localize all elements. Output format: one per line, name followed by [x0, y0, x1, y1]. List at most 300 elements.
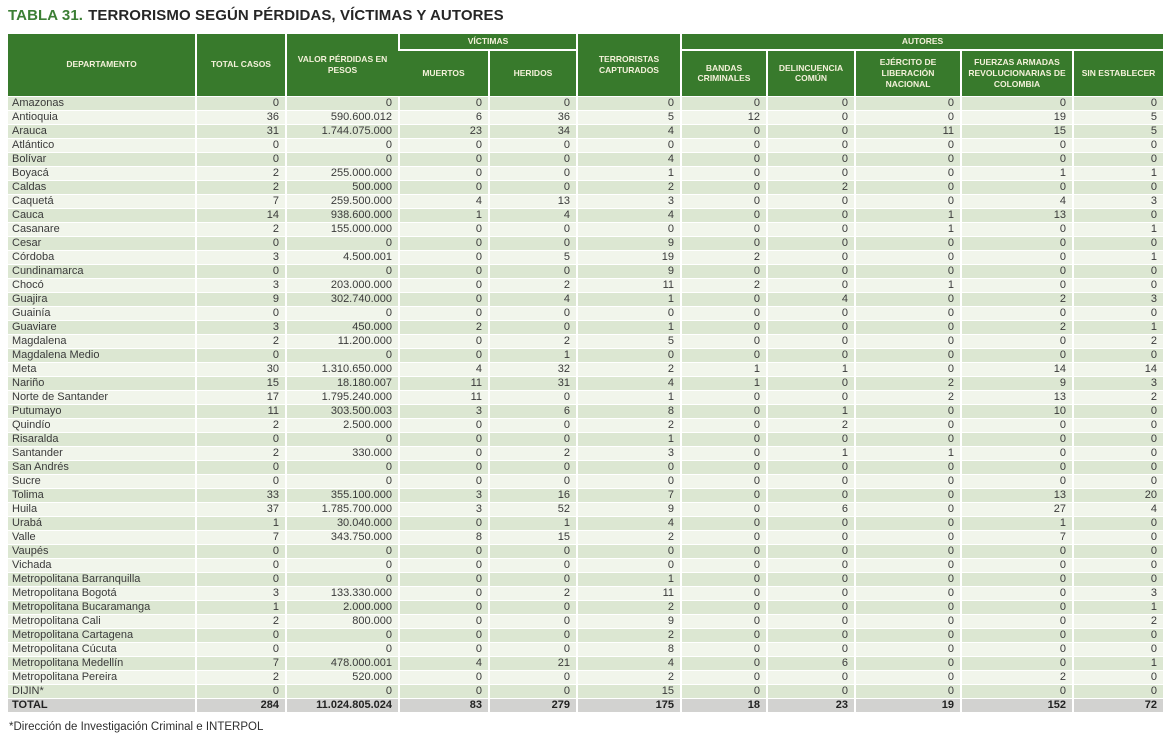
value-cell: 4 [961, 194, 1073, 208]
value-cell: 2 [961, 670, 1073, 684]
value-cell: 0 [767, 642, 855, 656]
value-cell: 4 [489, 208, 577, 222]
department-cell: TOTAL [8, 698, 196, 712]
department-cell: Quindío [8, 418, 196, 432]
value-cell: 0 [767, 376, 855, 390]
value-cell: 1 [577, 166, 681, 180]
value-cell: 7 [196, 530, 286, 544]
table-number-label: TABLA 31. [8, 7, 84, 24]
value-cell: 0 [196, 138, 286, 152]
value-cell: 0 [961, 460, 1073, 474]
table-row [8, 208, 1163, 222]
value-cell: 1 [767, 404, 855, 418]
table-row [8, 96, 1163, 110]
value-cell: 0 [399, 516, 489, 530]
value-cell: 0 [681, 572, 767, 586]
value-cell: 27 [961, 502, 1073, 516]
value-cell: 0 [399, 180, 489, 194]
table-row [8, 166, 1163, 180]
value-cell: 0 [767, 348, 855, 362]
department-cell: Caldas [8, 180, 196, 194]
table-row [8, 670, 1163, 684]
department-cell: Magdalena [8, 334, 196, 348]
value-cell: 0 [399, 670, 489, 684]
value-cell: 0 [196, 642, 286, 656]
value-cell: 16 [489, 488, 577, 502]
value-cell: 0 [1073, 152, 1163, 166]
value-cell: 0 [489, 152, 577, 166]
value-cell: 15 [577, 684, 681, 698]
value-cell: 0 [767, 264, 855, 278]
value-cell: 0 [767, 530, 855, 544]
value-cell: 1 [1073, 656, 1163, 670]
value-cell: 0 [286, 642, 399, 656]
terrorism-table [8, 34, 1163, 712]
value-cell: 2 [196, 180, 286, 194]
value-cell: 1 [196, 600, 286, 614]
value-cell: 2 [196, 334, 286, 348]
value-cell: 32 [489, 362, 577, 376]
value-cell: 0 [399, 292, 489, 306]
value-cell: 0 [767, 600, 855, 614]
value-cell: 0 [681, 138, 767, 152]
value-cell: 0 [767, 194, 855, 208]
value-cell: 0 [196, 544, 286, 558]
value-cell: 0 [767, 278, 855, 292]
department-cell: DIJIN* [8, 684, 196, 698]
value-cell: 0 [855, 138, 961, 152]
value-cell: 4 [577, 208, 681, 222]
value-cell: 0 [286, 306, 399, 320]
value-cell: 33 [196, 488, 286, 502]
value-cell: 0 [681, 96, 767, 110]
value-cell: 0 [489, 418, 577, 432]
table-row [8, 264, 1163, 278]
value-cell: 0 [196, 572, 286, 586]
value-cell: 9 [196, 292, 286, 306]
department-cell: Vaupés [8, 544, 196, 558]
value-cell: 0 [961, 600, 1073, 614]
department-cell: Magdalena Medio [8, 348, 196, 362]
value-cell: 0 [681, 348, 767, 362]
value-cell: 2 [489, 334, 577, 348]
value-cell: 6 [399, 110, 489, 124]
value-cell: 0 [1073, 516, 1163, 530]
value-cell: 0 [489, 460, 577, 474]
value-cell: 0 [855, 684, 961, 698]
table-header [8, 34, 1163, 96]
department-cell: Tolima [8, 488, 196, 502]
value-cell: 0 [489, 166, 577, 180]
table-row [8, 656, 1163, 670]
value-cell: 1 [577, 432, 681, 446]
value-cell: 0 [767, 96, 855, 110]
value-cell: 0 [489, 642, 577, 656]
value-cell: 19 [961, 110, 1073, 124]
value-cell: 3 [399, 488, 489, 502]
value-cell: 0 [577, 544, 681, 558]
value-cell: 152 [961, 698, 1073, 712]
value-cell: 4 [577, 376, 681, 390]
value-cell: 3 [1073, 194, 1163, 208]
value-cell: 14 [196, 208, 286, 222]
value-cell: 37 [196, 502, 286, 516]
value-cell: 11.200.000 [286, 334, 399, 348]
value-cell: 0 [196, 628, 286, 642]
value-cell: 0 [767, 236, 855, 250]
department-cell: Metropolitana Cali [8, 614, 196, 628]
department-cell: Metropolitana Cúcuta [8, 642, 196, 656]
value-cell: 0 [1073, 530, 1163, 544]
value-cell: 0 [855, 432, 961, 446]
value-cell: 0 [855, 250, 961, 264]
value-cell: 0 [577, 558, 681, 572]
value-cell: 2 [961, 320, 1073, 334]
value-cell: 0 [577, 348, 681, 362]
value-cell: 0 [399, 600, 489, 614]
value-cell: 0 [855, 236, 961, 250]
value-cell: 0 [399, 628, 489, 642]
value-cell: 31 [196, 124, 286, 138]
value-cell: 303.500.003 [286, 404, 399, 418]
value-cell: 0 [1073, 348, 1163, 362]
value-cell: 0 [399, 278, 489, 292]
value-cell: 0 [399, 348, 489, 362]
value-cell: 500.000 [286, 180, 399, 194]
value-cell: 0 [489, 670, 577, 684]
value-cell: 0 [681, 264, 767, 278]
value-cell: 5 [1073, 124, 1163, 138]
value-cell: 0 [489, 306, 577, 320]
value-cell: 0 [681, 656, 767, 670]
value-cell: 0 [961, 642, 1073, 656]
table-row [8, 110, 1163, 124]
value-cell: 0 [855, 628, 961, 642]
value-cell: 0 [767, 208, 855, 222]
value-cell: 0 [855, 348, 961, 362]
value-cell: 2 [1073, 614, 1163, 628]
value-cell: 0 [399, 432, 489, 446]
value-cell: 0 [399, 418, 489, 432]
value-cell: 4 [399, 656, 489, 670]
value-cell: 6 [767, 656, 855, 670]
table-row [8, 488, 1163, 502]
value-cell: 0 [855, 614, 961, 628]
value-cell: 2 [196, 446, 286, 460]
department-cell: Guainía [8, 306, 196, 320]
value-cell: 4 [399, 194, 489, 208]
value-cell: 0 [961, 264, 1073, 278]
value-cell: 0 [681, 236, 767, 250]
value-cell: 0 [855, 502, 961, 516]
value-cell: 0 [961, 152, 1073, 166]
col-header-total-casos: TOTAL CASOS [196, 34, 286, 96]
department-cell: Metropolitana Barranquilla [8, 572, 196, 586]
department-cell: Cesar [8, 236, 196, 250]
value-cell: 0 [489, 96, 577, 110]
value-cell: 3 [1073, 292, 1163, 306]
value-cell: 0 [961, 432, 1073, 446]
value-cell: 1 [855, 278, 961, 292]
value-cell: 3 [196, 320, 286, 334]
department-cell: Cauca [8, 208, 196, 222]
table-row [8, 684, 1163, 698]
value-cell: 0 [961, 586, 1073, 600]
department-cell: Guaviare [8, 320, 196, 334]
value-cell: 0 [681, 502, 767, 516]
value-cell: 3 [196, 250, 286, 264]
department-cell: Chocó [8, 278, 196, 292]
value-cell: 0 [767, 460, 855, 474]
value-cell: 11 [577, 586, 681, 600]
value-cell: 7 [196, 656, 286, 670]
value-cell: 1 [681, 362, 767, 376]
value-cell: 15 [489, 530, 577, 544]
value-cell: 0 [1073, 572, 1163, 586]
value-cell: 1 [855, 446, 961, 460]
table-row [8, 320, 1163, 334]
value-cell: 2.500.000 [286, 418, 399, 432]
table-row [8, 460, 1163, 474]
value-cell: 21 [489, 656, 577, 670]
value-cell: 0 [489, 138, 577, 152]
value-cell: 11 [855, 124, 961, 138]
value-cell: 14 [961, 362, 1073, 376]
value-cell: 302.740.000 [286, 292, 399, 306]
value-cell: 0 [767, 306, 855, 320]
value-cell: 4.500.001 [286, 250, 399, 264]
department-cell: San Andrés [8, 460, 196, 474]
value-cell: 0 [767, 544, 855, 558]
value-cell: 2.000.000 [286, 600, 399, 614]
table-row [8, 292, 1163, 306]
table-row [8, 544, 1163, 558]
value-cell: 0 [399, 642, 489, 656]
value-cell: 0 [961, 250, 1073, 264]
value-cell: 0 [489, 264, 577, 278]
value-cell: 0 [196, 264, 286, 278]
value-cell: 0 [399, 544, 489, 558]
value-cell: 2 [196, 418, 286, 432]
table-row [8, 418, 1163, 432]
value-cell: 0 [196, 460, 286, 474]
value-cell: 0 [1073, 670, 1163, 684]
value-cell: 0 [855, 656, 961, 670]
value-cell: 4 [577, 656, 681, 670]
table-row [8, 516, 1163, 530]
value-cell: 0 [1073, 306, 1163, 320]
value-cell: 1 [855, 208, 961, 222]
value-cell: 0 [961, 558, 1073, 572]
value-cell: 0 [681, 292, 767, 306]
col-header-eln: EJÉRCITO DE LIBERACIÓN NACIONAL [855, 50, 961, 96]
value-cell: 3 [196, 278, 286, 292]
value-cell: 0 [1073, 558, 1163, 572]
table-row [8, 446, 1163, 460]
value-cell: 0 [399, 166, 489, 180]
value-cell: 5 [577, 110, 681, 124]
value-cell: 36 [489, 110, 577, 124]
value-cell: 0 [961, 222, 1073, 236]
value-cell: 23 [767, 698, 855, 712]
value-cell: 0 [681, 166, 767, 180]
value-cell: 175 [577, 698, 681, 712]
value-cell: 0 [681, 684, 767, 698]
value-cell: 938.600.000 [286, 208, 399, 222]
table-body [8, 96, 1163, 712]
value-cell: 0 [399, 306, 489, 320]
value-cell: 0 [767, 334, 855, 348]
value-cell: 83 [399, 698, 489, 712]
value-cell: 0 [1073, 446, 1163, 460]
value-cell: 8 [577, 404, 681, 418]
table-row [8, 390, 1163, 404]
value-cell: 19 [577, 250, 681, 264]
value-cell: 1 [1073, 250, 1163, 264]
value-cell: 279 [489, 698, 577, 712]
value-cell: 0 [961, 236, 1073, 250]
value-cell: 0 [1073, 236, 1163, 250]
table-row [8, 404, 1163, 418]
value-cell: 7 [961, 530, 1073, 544]
col-header-terroristas-capturados: TERRORISTAS CAPTURADOS [577, 34, 681, 96]
col-header-delincuencia-comun: DELINCUENCIA COMÚN [767, 50, 855, 96]
value-cell: 0 [855, 264, 961, 278]
value-cell: 13 [961, 390, 1073, 404]
department-cell: Vichada [8, 558, 196, 572]
value-cell: 11.024.805.024 [286, 698, 399, 712]
value-cell: 2 [489, 586, 577, 600]
value-cell: 0 [767, 628, 855, 642]
department-cell: Putumayo [8, 404, 196, 418]
value-cell: 0 [399, 684, 489, 698]
value-cell: 3 [1073, 376, 1163, 390]
table-row [8, 362, 1163, 376]
value-cell: 0 [855, 166, 961, 180]
value-cell: 590.600.012 [286, 110, 399, 124]
value-cell: 520.000 [286, 670, 399, 684]
department-cell: Bolívar [8, 152, 196, 166]
department-cell: Antioquia [8, 110, 196, 124]
value-cell: 2 [681, 278, 767, 292]
value-cell: 0 [286, 474, 399, 488]
value-cell: 0 [855, 586, 961, 600]
value-cell: 0 [767, 166, 855, 180]
value-cell: 0 [489, 474, 577, 488]
value-cell: 5 [489, 250, 577, 264]
value-cell: 0 [855, 110, 961, 124]
department-cell: Santander [8, 446, 196, 460]
department-cell: Nariño [8, 376, 196, 390]
value-cell: 1.785.700.000 [286, 502, 399, 516]
value-cell: 0 [1073, 264, 1163, 278]
value-cell: 0 [577, 306, 681, 320]
value-cell: 0 [286, 572, 399, 586]
value-cell: 2 [577, 180, 681, 194]
department-cell: Metropolitana Bogotá [8, 586, 196, 600]
department-cell: Metropolitana Bucaramanga [8, 600, 196, 614]
value-cell: 0 [855, 306, 961, 320]
value-cell: 0 [196, 558, 286, 572]
department-cell: Valle [8, 530, 196, 544]
value-cell: 0 [1073, 544, 1163, 558]
table-row [8, 572, 1163, 586]
value-cell: 4 [577, 516, 681, 530]
value-cell: 330.000 [286, 446, 399, 460]
value-cell: 0 [961, 418, 1073, 432]
department-cell: Meta [8, 362, 196, 376]
value-cell: 0 [855, 334, 961, 348]
value-cell: 0 [399, 152, 489, 166]
value-cell: 0 [681, 124, 767, 138]
table-row [8, 278, 1163, 292]
table-row [8, 124, 1163, 138]
value-cell: 0 [489, 614, 577, 628]
value-cell: 1 [577, 292, 681, 306]
value-cell: 155.000.000 [286, 222, 399, 236]
value-cell: 0 [961, 614, 1073, 628]
value-cell: 0 [855, 292, 961, 306]
value-cell: 0 [681, 558, 767, 572]
value-cell: 0 [961, 474, 1073, 488]
total-row [8, 698, 1163, 712]
value-cell: 0 [1073, 208, 1163, 222]
value-cell: 0 [489, 684, 577, 698]
department-cell: Guajira [8, 292, 196, 306]
table-row [8, 306, 1163, 320]
value-cell: 0 [577, 138, 681, 152]
value-cell: 0 [399, 250, 489, 264]
value-cell: 0 [961, 446, 1073, 460]
value-cell: 0 [489, 432, 577, 446]
value-cell: 0 [1073, 642, 1163, 656]
value-cell: 0 [1073, 138, 1163, 152]
col-header-farc: FUERZAS ARMADAS REVOLUCIONARIAS DE COLOMBIA [961, 50, 1073, 96]
value-cell: 1 [767, 362, 855, 376]
value-cell: 30.040.000 [286, 516, 399, 530]
department-cell: Caquetá [8, 194, 196, 208]
value-cell: 0 [399, 460, 489, 474]
value-cell: 0 [1073, 432, 1163, 446]
value-cell: 2 [1073, 334, 1163, 348]
value-cell: 0 [681, 530, 767, 544]
value-cell: 18.180.007 [286, 376, 399, 390]
value-cell: 0 [489, 320, 577, 334]
table-row [8, 334, 1163, 348]
value-cell: 9 [577, 236, 681, 250]
value-cell: 36 [196, 110, 286, 124]
group-header-victimas: VÍCTIMAS [399, 34, 577, 50]
value-cell: 0 [681, 152, 767, 166]
value-cell: 1 [577, 390, 681, 404]
value-cell: 1 [399, 208, 489, 222]
value-cell: 0 [399, 334, 489, 348]
value-cell: 0 [961, 138, 1073, 152]
table-row [8, 614, 1163, 628]
value-cell: 0 [681, 600, 767, 614]
col-header-muertos: MUERTOS [399, 50, 489, 96]
department-cell: Metropolitana Cartagena [8, 628, 196, 642]
value-cell: 1 [1073, 320, 1163, 334]
value-cell: 1 [196, 516, 286, 530]
value-cell: 1 [1073, 166, 1163, 180]
value-cell: 0 [855, 404, 961, 418]
table-row [8, 250, 1163, 264]
value-cell: 0 [855, 488, 961, 502]
value-cell: 4 [577, 124, 681, 138]
table-title-text: TERRORISMO SEGÚN PÉRDIDAS, VÍCTIMAS Y AUTORES [88, 7, 504, 24]
table-row [8, 474, 1163, 488]
